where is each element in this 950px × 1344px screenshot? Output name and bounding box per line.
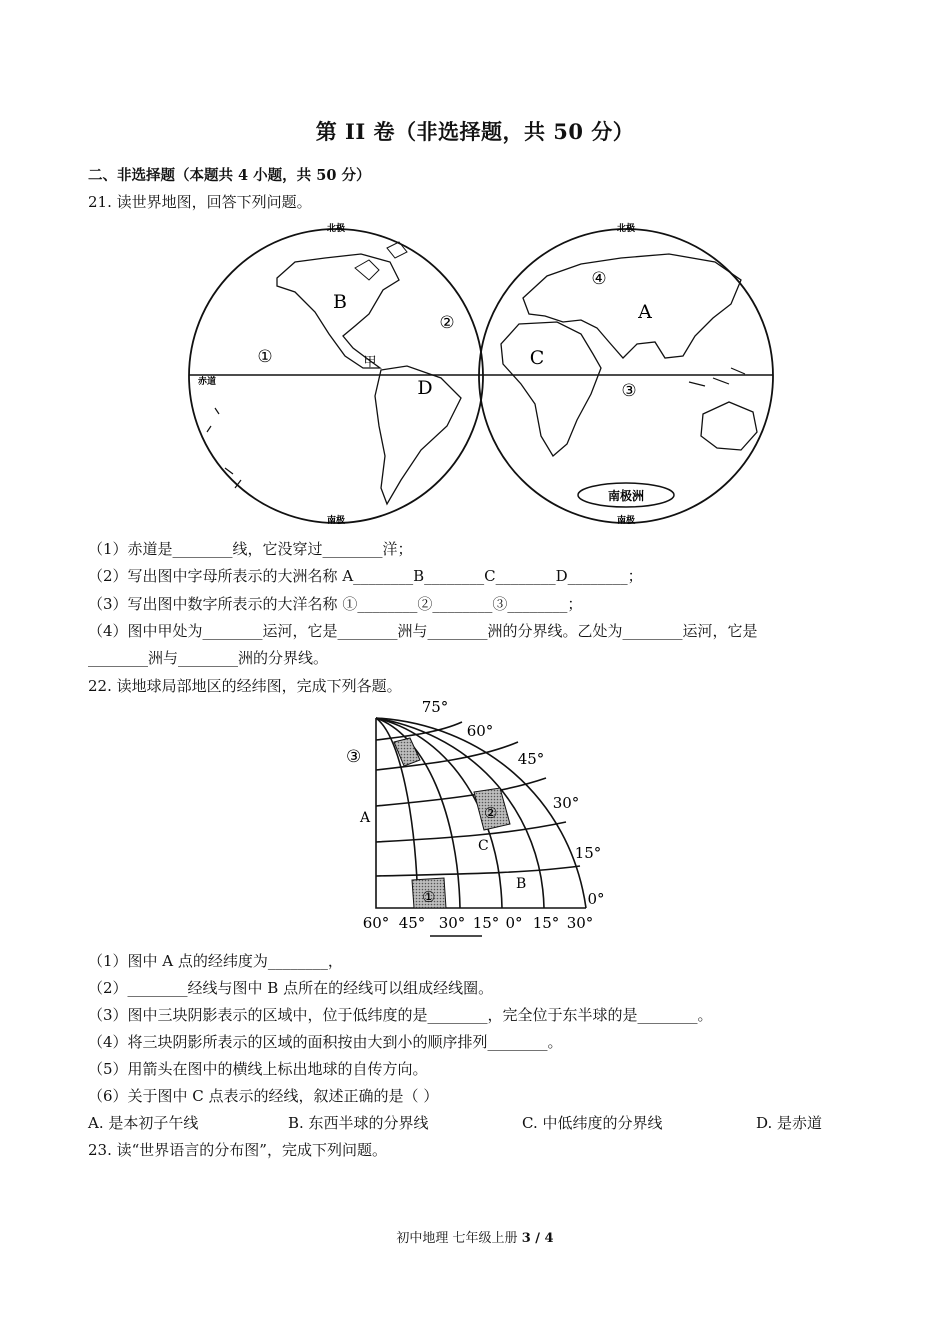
question-22-item-2: （2）________经线与图中 B 点所在的经线可以组成经线圈。 xyxy=(88,979,494,997)
shade-label-1: ① xyxy=(422,888,436,906)
lon-label-30: 30° xyxy=(438,914,466,932)
map-label-ocean-3: ③ xyxy=(621,381,637,401)
section-heading: 二、非选择题（本题共 4 小题，共 50 分） xyxy=(88,167,371,184)
lon-label-60: 60° xyxy=(362,914,390,932)
question-22-item-1: （1）图中 A 点的经纬度为________， xyxy=(88,952,343,970)
australia-outline xyxy=(701,402,757,450)
question-22-stem: 22. 读地球局部地区的经纬图，完成下列各题。 xyxy=(88,677,402,695)
question-21-item-2: （2）写出图中字母所表示的大洲名称 A________B________C________D________； xyxy=(88,567,643,585)
option-D: D. 是赤道 xyxy=(756,1114,823,1132)
map-label-A: A xyxy=(638,301,652,323)
south-pole-label-w: 南极 xyxy=(326,516,346,526)
map-label-jia: 甲 xyxy=(363,355,377,370)
lon-label-15e: 15° xyxy=(532,914,560,932)
page-number: 3 / 4 xyxy=(521,1231,554,1246)
question-21-item-4-cont: ________洲与________洲的分界线。 xyxy=(88,649,329,667)
lon-label-0: 0° xyxy=(505,914,523,932)
map-label-antarctica: 南极洲 xyxy=(607,489,645,503)
world-map-figure xyxy=(185,218,785,530)
eurasia-outline xyxy=(523,254,741,358)
lon-label-15w: 15° xyxy=(472,914,500,932)
grid-point-B: B xyxy=(516,876,527,892)
lat-label-45: 45° xyxy=(517,750,545,768)
lat-label-60: 60° xyxy=(466,722,494,740)
grid-point-A: A xyxy=(360,810,371,826)
map-label-ocean-1: ① xyxy=(257,347,273,367)
map-label-B: B xyxy=(333,291,347,313)
footer-text: 初中地理 七年级上册 xyxy=(396,1231,522,1246)
eastern-hemisphere-circle xyxy=(479,229,773,523)
lat-label-0: 0° xyxy=(587,890,605,908)
question-21-item-4: （4）图中甲处为________运河，它是________洲与________洲的分界线。乙处为________运河，它是 xyxy=(88,622,758,640)
lat-label-15: 15° xyxy=(574,844,602,862)
shade-label-3: ③ xyxy=(346,747,362,767)
question-21-stem: 21. 读世界地图，回答下列问题。 xyxy=(88,193,312,211)
graticule-figure xyxy=(340,696,615,940)
page-footer xyxy=(0,1227,950,1246)
grid-point-C: C xyxy=(478,838,489,854)
lat-label-30: 30° xyxy=(552,794,580,812)
lon-label-30e: 30° xyxy=(566,914,594,932)
north-pole-label-e: 北极 xyxy=(616,224,636,234)
question-21-item-1: （1）赤道是________线，它没穿过________洋； xyxy=(88,540,413,558)
equator-label: 赤道 xyxy=(197,377,217,387)
question-22-item-5: （5）用箭头在图中的横线上标出地球的自传方向。 xyxy=(88,1060,428,1078)
africa-outline xyxy=(501,322,601,456)
question-22-item-4: （4）将三块阴影所表示的区域的面积按由大到小的顺序排列________。 xyxy=(88,1033,563,1051)
map-label-ocean-2: ② xyxy=(439,313,455,333)
shaded-area-3 xyxy=(394,738,420,766)
north-pole-label-w: 北极 xyxy=(326,224,346,234)
map-label-C: C xyxy=(529,347,545,369)
option-B: B. 东西半球的分界线 xyxy=(288,1114,429,1132)
option-C: C. 中低纬度的分界线 xyxy=(522,1114,663,1132)
lat-label-75: 75° xyxy=(421,698,449,716)
map-label-D: D xyxy=(417,377,433,399)
option-A: A. 是本初子午线 xyxy=(88,1114,199,1132)
question-23-stem: 23. 读“世界语言的分布图”，完成下列问题。 xyxy=(88,1141,387,1159)
question-21-item-3: （3）写出图中数字所表示的大洋名称 ①________②________③________； xyxy=(88,595,583,613)
question-22-item-3: （3）图中三块阴影表示的区域中，位于低纬度的是________，完全位于东半球的是________。 xyxy=(88,1006,713,1024)
page-title: 第 II 卷（非选择题，共 50 分） xyxy=(315,119,635,144)
map-label-ocean-4: ④ xyxy=(591,269,607,289)
question-22-item-6: （6）关于图中 C 点表示的经线，叙述正确的是（ ） xyxy=(88,1087,439,1105)
lon-label-45: 45° xyxy=(398,914,426,932)
western-hemisphere-circle xyxy=(189,229,483,523)
south-pole-label-e: 南极 xyxy=(616,516,636,526)
shade-label-2: ② xyxy=(484,804,498,822)
